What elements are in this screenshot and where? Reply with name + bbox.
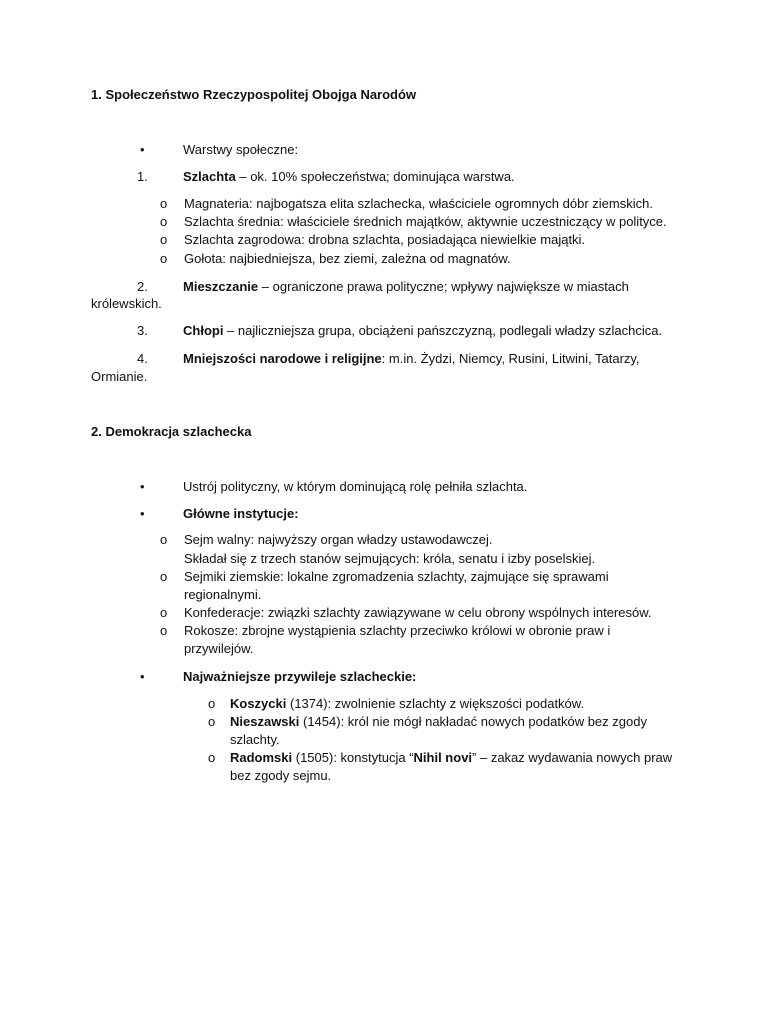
list-item-continuation: regionalnymi. xyxy=(184,587,262,602)
privilege-nieszawski: Nieszawski (1454): król nie mógł nakładać nowych podatków bez zgody xyxy=(230,714,647,729)
list-item-continuation: Ormianie. xyxy=(91,369,148,384)
list-item-continuation: bez zgody sejmu. xyxy=(230,768,332,783)
list-item: Magnateria: najbogatsza elita szlachecka, właściciele ogromnych dóbr ziemskich. xyxy=(184,196,653,211)
list-item: Konfederacje: związki szlachty zawiązywane w celu obrony wspólnych interesów. xyxy=(184,605,652,620)
sub-bullet: o xyxy=(208,714,216,729)
sub-bullet: o xyxy=(160,569,168,584)
list-item-continuation: królewskich. xyxy=(91,296,162,311)
bullet-marker: • xyxy=(140,669,145,684)
privilege-koszycki: Koszycki (1374): zwolnienie szlachty z większości podatków. xyxy=(230,696,585,711)
sub-bullet: o xyxy=(208,696,216,711)
list-item-szlachta: Szlachta – ok. 10% społeczeństwa; dominująca warstwa. xyxy=(183,169,515,184)
list-number: 2. xyxy=(137,279,148,294)
political-system-text: Ustrój polityczny, w którym dominującą rolę pełniła szlachta. xyxy=(183,479,528,494)
sub-bullet: o xyxy=(160,605,168,620)
sub-bullet: o xyxy=(160,623,168,638)
institutions-heading: Główne instytucje: xyxy=(183,506,299,521)
list-item: Sejm walny: najwyższy organ władzy ustawodawczej. xyxy=(184,532,493,547)
sub-bullet: o xyxy=(160,251,168,266)
privileges-heading: Najważniejsze przywileje szlacheckie: xyxy=(183,669,417,684)
sub-bullet: o xyxy=(160,232,168,247)
list-item: Sejmiki ziemskie: lokalne zgromadzenia szlachty, zajmujące się sprawami xyxy=(184,569,609,584)
section-1-heading: 1. Społeczeństwo Rzeczypospolitej Obojga Narodów xyxy=(91,87,417,102)
list-item-continuation: przywilejów. xyxy=(184,641,254,656)
list-item-chlopi: Chłopi – najliczniejsza grupa, obciążeni pańszczyzną, podlegali władzy szlachcica. xyxy=(183,323,663,338)
sub-bullet: o xyxy=(160,532,168,547)
bullet-marker: • xyxy=(140,506,145,521)
list-number: 3. xyxy=(137,323,148,338)
list-item: Gołota: najbiedniejsza, bez ziemi, zależna od magnatów. xyxy=(184,251,511,266)
privilege-radomski: Radomski (1505): konstytucja “Nihil novi” – zakaz wydawania nowych praw xyxy=(230,750,673,765)
list-item: Szlachta zagrodowa: drobna szlachta, posiadająca niewielkie majątki. xyxy=(184,232,586,247)
sub-bullet: o xyxy=(160,214,168,229)
list-item: Rokosze: zbrojne wystąpienia szlachty przeciwko królowi w obronie praw i xyxy=(184,623,611,638)
sub-bullet: o xyxy=(160,196,168,211)
bullet-marker: • xyxy=(140,142,145,157)
bullet-marker: • xyxy=(140,479,145,494)
sub-bullet: o xyxy=(208,750,216,765)
list-item-continuation: Składał się z trzech stanów sejmujących: króla, senatu i izby poselskiej. xyxy=(184,551,596,566)
list-item-mieszczanie: Mieszczanie – ograniczone prawa polityczne; wpływy największe w miastach xyxy=(183,279,629,294)
social-strata-label: Warstwy społeczne: xyxy=(183,142,299,157)
list-number: 1. xyxy=(137,169,148,184)
list-item-continuation: szlachty. xyxy=(230,732,280,747)
list-item-mniejszosci: Mniejszości narodowe i religijne: m.in. Żydzi, Niemcy, Rusini, Litwini, Tatarzy, xyxy=(183,351,640,366)
section-2-heading: 2. Demokracja szlachecka xyxy=(91,424,252,439)
list-item: Szlachta średnia: właściciele średnich majątków, aktywnie uczestniczący w polityce. xyxy=(184,214,667,229)
list-number: 4. xyxy=(137,351,148,366)
